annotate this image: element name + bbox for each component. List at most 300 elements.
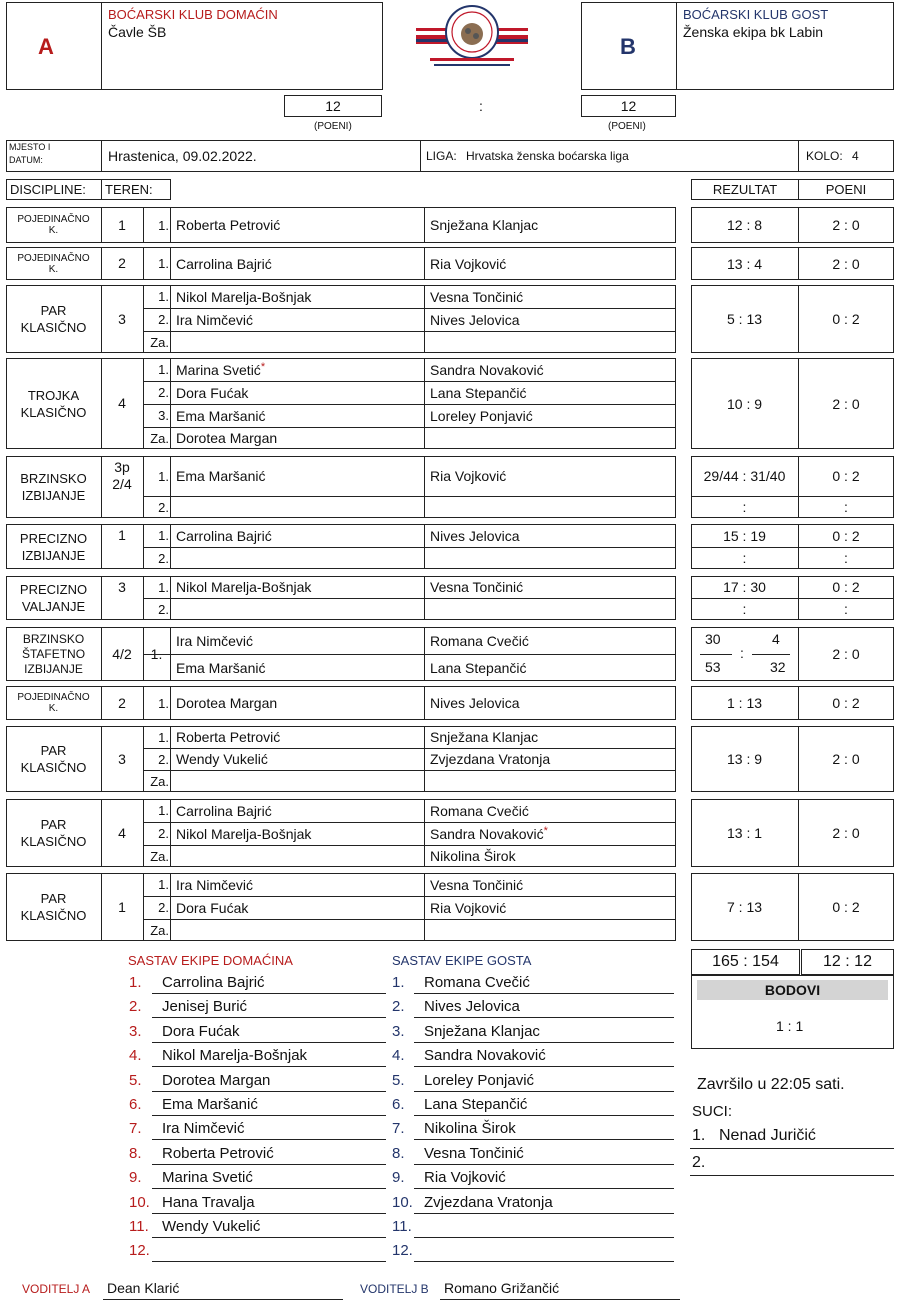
home-roster-line (152, 1115, 386, 1116)
home-roster-line (152, 1237, 386, 1238)
home-roster-number: 6. (129, 1096, 142, 1113)
guest-player (430, 822, 674, 845)
match-result-2: : (742, 601, 747, 617)
match-points-2: : (844, 499, 848, 515)
home-player (176, 822, 422, 845)
home-roster-line (152, 1139, 386, 1140)
row-number: 1. (158, 289, 169, 304)
place-label-2: DATUM: (9, 155, 43, 165)
guest-roster-number: 8. (392, 1144, 405, 1162)
discipline-line: ŠTAFETNO (21, 646, 86, 661)
terrain-value: 3 (118, 750, 126, 767)
home-roster-line (152, 1066, 386, 1067)
match-result: 12 : 8 (726, 217, 763, 233)
home-player-name: Carrolina Bajrić (176, 255, 272, 272)
match-points: 2 : 0 (832, 255, 860, 272)
team-a-club-label: BOĆARSKI KLUB DOMAĆIN (108, 7, 278, 22)
match-points: 0 : 2 (832, 695, 860, 711)
home-roster-line (152, 1017, 386, 1018)
guest-player-name: Nikolina Širok (430, 848, 516, 864)
discipline-line: VALJANJE (21, 599, 86, 614)
match-points: 0 : 2 (832, 311, 860, 327)
home-roster-number: 4. (129, 1047, 142, 1065)
home-roster-number: 3. (129, 1022, 142, 1040)
fraction-a-bottom: 53 (705, 659, 721, 675)
guest-player (430, 381, 674, 404)
guest-player (430, 845, 674, 867)
guest-player-name: Lana Stepančić (430, 384, 527, 401)
terrain-cell (101, 285, 143, 353)
home-roster-name: Nikol Marelja-Bošnjak (162, 1047, 308, 1065)
home-player-name: Carrolina Bajrić (176, 802, 272, 819)
disciplines-header: DISCIPLINE: (6, 179, 102, 200)
home-player (176, 331, 422, 353)
guest-roster-line (414, 1091, 674, 1092)
guest-player (430, 799, 674, 822)
team-b-points: 12 (581, 95, 676, 117)
team-b-points-label: (POENI) (608, 121, 646, 132)
guest-player (430, 496, 674, 518)
team-a-points-label: (POENI) (314, 121, 352, 132)
guest-roster-line (414, 1164, 674, 1165)
fraction-b-top: 4 (772, 631, 780, 647)
row-number: Za. (150, 773, 169, 789)
terrain-cell (101, 247, 143, 280)
home-player-name: Nikol Marelja-Bošnjak (176, 288, 312, 305)
home-player-name: Nikol Marelja-Bošnjak (176, 579, 312, 595)
guest-player-name: Sandra Novaković (430, 361, 544, 378)
home-roster-number: 5. (129, 1071, 142, 1089)
guest-player-name: Ria Vojković (430, 255, 507, 272)
row-number: 1. (158, 695, 169, 711)
home-roster-name: Wendy Vukelić (162, 1218, 261, 1235)
guest-player-name: Ria Vojković (430, 468, 507, 484)
guest-player-name: Vesna Tončinić (430, 579, 524, 595)
discipline-name (6, 247, 101, 280)
home-roster-number: 8. (129, 1144, 142, 1162)
home-player-name: Marina Svetić (176, 361, 261, 378)
match-result: 13 : 4 (726, 255, 763, 272)
match-result: 10 : 9 (726, 395, 763, 412)
match-points-2: : (844, 550, 848, 566)
terrain-value: 3 (118, 310, 126, 327)
home-player (176, 381, 422, 404)
guest-player (430, 654, 674, 681)
league-value: Hrvatska ženska boćarska liga (466, 149, 629, 163)
home-player-name: Dora Fućak (176, 384, 249, 401)
guest-roster-line (414, 1115, 674, 1116)
guest-roster-name: Vesna Tončinić (424, 1144, 524, 1162)
guest-roster-line (414, 1042, 674, 1043)
match-result-2: : (742, 550, 747, 566)
discipline-line: POJEDINAČNO (17, 214, 90, 225)
row-number: 1. (158, 579, 169, 595)
team-a-name: Čavle ŠB (108, 24, 167, 40)
home-roster-number: 2. (129, 998, 142, 1016)
terrain-cell (101, 524, 143, 547)
home-player (176, 404, 422, 427)
terrain-cell (101, 726, 143, 792)
guest-player (430, 247, 674, 280)
guest-player (430, 358, 674, 381)
guest-player-name: Lana Stepančić (430, 659, 527, 676)
home-player (176, 524, 422, 547)
match-result: 1 : 13 (726, 695, 763, 711)
home-player (176, 308, 422, 331)
guest-roster-line (414, 1017, 674, 1018)
row-number: 2. (158, 550, 169, 566)
discipline-name (6, 686, 101, 720)
judge-line (690, 1148, 894, 1149)
row-number: 2. (158, 900, 169, 915)
home-roster-line (152, 1164, 386, 1165)
discipline-line: KLASIČNO (20, 760, 87, 775)
row-number: Za. (150, 334, 169, 350)
guest-roster-line (414, 1237, 674, 1238)
discipline-name (6, 873, 101, 941)
home-player-name: Ema Maršanić (176, 468, 266, 484)
guest-player (430, 726, 674, 748)
guest-roster-title: SASTAV EKIPE GOSTA (392, 953, 532, 968)
judge-number: 1. (692, 1127, 706, 1144)
home-roster-name: Jenisej Burić (162, 998, 248, 1016)
row-number: 1. (158, 362, 169, 377)
home-player (176, 896, 422, 919)
discipline-name (6, 726, 101, 792)
guest-player-name: Snježana Klanjac (430, 217, 539, 233)
terrain-value-2: 2/4 (112, 476, 132, 492)
home-roster-name: Dorotea Margan (162, 1071, 271, 1089)
guest-player-name: Nives Jelovica (430, 527, 520, 544)
discipline-line: K. (48, 225, 59, 236)
place-label-1: MJESTO I (9, 142, 51, 152)
team-b-name: Ženska ekipa bk Labin (683, 24, 824, 40)
guest-roster-line (414, 1066, 674, 1067)
row-number: 2. (158, 751, 169, 767)
terrain-cell (101, 207, 143, 243)
home-player (176, 799, 422, 822)
guest-roster-line (414, 1213, 674, 1214)
match-points: 0 : 2 (832, 899, 860, 915)
match-points: 0 : 2 (832, 468, 860, 484)
guest-player-name: Zvjezdana Vratonja (430, 751, 551, 767)
home-player (176, 873, 422, 896)
home-roster-name: Ema Maršanić (162, 1096, 258, 1113)
leader-a-name: Dean Klarić (107, 1280, 180, 1296)
match-result: 15 : 19 (723, 527, 766, 544)
discipline-name (6, 627, 101, 681)
judge-name: Nenad Juričić (719, 1127, 816, 1144)
discipline-name (6, 576, 101, 620)
terrain-cell (101, 456, 143, 496)
guest-roster-name: Loreley Ponjavić (424, 1071, 535, 1089)
guest-roster-line (414, 1261, 674, 1262)
fraction-a-top: 30 (705, 631, 721, 647)
guest-player-name: Loreley Ponjavić (430, 407, 533, 424)
guest-player (430, 627, 674, 654)
discipline-line: PAR (40, 817, 67, 832)
home-roster-title: SASTAV EKIPE DOMAĆINA (128, 953, 293, 968)
terrain-cell (101, 358, 143, 449)
guest-player (430, 686, 674, 720)
home-player-name: Wendy Vukelić (176, 751, 268, 767)
home-roster-name: Ira Nimčević (162, 1120, 245, 1138)
terrain-cell (101, 799, 143, 867)
team-b-letter: B (620, 34, 636, 59)
home-player (176, 285, 422, 308)
row-number: 1. (158, 468, 169, 484)
judges-label: SUCI: (692, 1103, 733, 1120)
match-points: 0 : 2 (832, 579, 860, 595)
home-roster-line (152, 1213, 386, 1214)
match-result: 5 : 13 (726, 311, 763, 327)
home-player (176, 770, 422, 792)
row-number: Za. (150, 922, 169, 938)
home-player-name: Ira Nimčević (176, 311, 254, 328)
discipline-line: BRZINSKO (22, 631, 85, 646)
home-player (176, 919, 422, 941)
guest-roster-line (414, 1139, 674, 1140)
leader-a-label: VODITELJ A (22, 1282, 91, 1296)
terrain-value: 2 (118, 255, 126, 271)
home-roster-name: Roberta Petrović (162, 1144, 274, 1162)
terrain-cell (101, 686, 143, 720)
guest-player-name: Snježana Klanjac (430, 729, 539, 745)
home-player-name: Dora Fućak (176, 899, 249, 916)
result-header: REZULTAT (691, 179, 799, 200)
home-roster-name: Marina Svetić (162, 1169, 253, 1187)
home-player-name: Nikol Marelja-Bošnjak (176, 825, 312, 842)
guest-roster-number: 11. (392, 1218, 412, 1235)
terrain-value: 2 (118, 694, 126, 711)
total-result: 165 : 154 (691, 949, 800, 975)
home-player (176, 247, 422, 280)
guest-roster-line (414, 1188, 674, 1189)
home-roster-number: 7. (129, 1120, 142, 1138)
home-player (176, 207, 422, 243)
discipline-line: PAR (40, 303, 67, 318)
guest-player (430, 547, 674, 569)
match-result: 13 : 9 (726, 751, 763, 767)
discipline-line: PAR (40, 891, 67, 906)
team-b-club-label: BOĆARSKI KLUB GOST (683, 7, 829, 22)
leader-b-label: VODITELJ B (360, 1282, 429, 1296)
home-player (176, 598, 422, 620)
terrain-value: 3 (118, 578, 126, 595)
discipline-line: KLASIČNO (20, 320, 87, 335)
match-points: 2 : 0 (832, 751, 860, 767)
total-points: 12 : 12 (801, 949, 894, 975)
row-number: 1. (150, 646, 163, 662)
match-result: 17 : 30 (723, 579, 766, 595)
discipline-line: IZBIJANJE (24, 661, 83, 676)
guest-roster-number: 3. (392, 1022, 405, 1040)
home-roster-number: 11. (129, 1218, 149, 1235)
guest-roster-number: 2. (392, 998, 405, 1016)
guest-player-name: Ria Vojković (430, 899, 507, 916)
discipline-line: IZBIJANJE (21, 488, 86, 503)
home-player-name: Ema Maršanić (176, 407, 266, 424)
guest-player (430, 748, 674, 770)
guest-roster-number: 6. (392, 1096, 405, 1113)
terrain-cell (101, 576, 143, 598)
row-number: 1. (158, 256, 169, 271)
points-header: POENI (798, 179, 894, 200)
discipline-line: PRECIZNO (19, 582, 88, 597)
terrain-value: 1 (118, 898, 126, 915)
terrain-value: 1 (118, 216, 126, 233)
discipline-line: KLASIČNO (20, 834, 87, 849)
home-roster-line (152, 1188, 386, 1189)
guest-roster-name: Snježana Klanjac (424, 1022, 540, 1040)
guest-roster-name: Sandra Novaković (424, 1047, 546, 1065)
guest-player-name: Vesna Tončinić (430, 876, 524, 893)
home-player (176, 496, 422, 518)
guest-roster-number: 1. (392, 974, 405, 991)
home-roster-number: 12. (129, 1242, 150, 1260)
terrain-cell (101, 873, 143, 941)
home-roster-number: 10. (129, 1193, 150, 1211)
guest-roster-number: 5. (392, 1071, 405, 1089)
points-separator: : (479, 98, 483, 114)
judge-number: 2. (692, 1154, 706, 1171)
star-mark: * (260, 361, 266, 373)
row-number: 2. (158, 312, 169, 327)
row-number: 2. (158, 826, 169, 841)
discipline-line: K. (48, 703, 59, 714)
discipline-name (6, 524, 101, 569)
home-player (176, 456, 422, 496)
home-player (176, 358, 422, 381)
guest-player (430, 404, 674, 427)
guest-player (430, 576, 674, 598)
fraction-b-bottom: 32 (770, 659, 786, 675)
row-number: 1. (158, 729, 169, 745)
discipline-name (6, 207, 101, 243)
row-number: 1. (158, 803, 169, 818)
match-points: 2 : 0 (832, 395, 860, 412)
row-number: 2. (158, 499, 169, 515)
discipline-name (6, 285, 101, 353)
guest-player (430, 308, 674, 331)
guest-roster-name: Romana Cvečić (424, 974, 530, 991)
discipline-name (6, 456, 101, 518)
home-player-name: Ira Nimčević (176, 876, 254, 893)
row-number: 1. (158, 877, 169, 892)
row-number: 2. (158, 385, 169, 400)
place-value: Hrastenica, 09.02.2022. (108, 148, 257, 164)
team-a-points: 12 (284, 95, 382, 117)
row-number: 3. (158, 408, 169, 423)
guest-roster-name: Ria Vojković (424, 1169, 506, 1187)
bodovi-label: BODOVI (697, 980, 888, 1000)
match-result: 7 : 13 (726, 899, 763, 915)
terrain-value: 4 (118, 395, 126, 411)
terrain-value: 1 (118, 527, 126, 543)
discipline-line: POJEDINAČNO (17, 692, 90, 703)
home-player (176, 845, 422, 867)
guest-roster-number: 12. (392, 1242, 413, 1260)
match-result: 29/44 : 31/40 (703, 468, 786, 484)
star-mark: * (543, 825, 548, 837)
match-points: 2 : 0 (832, 825, 860, 841)
home-roster-line (152, 1261, 386, 1262)
match-points: 2 : 0 (832, 217, 860, 233)
home-player-name: Ema Maršanić (176, 659, 266, 676)
team-a-letter: A (38, 34, 54, 59)
guest-player-name: Nives Jelovica (430, 695, 520, 711)
guest-player (430, 285, 674, 308)
discipline-name (6, 799, 101, 867)
home-player-name: Dorotea Margan (176, 430, 278, 446)
discipline-line: KLASIČNO (20, 404, 87, 420)
judge-line (690, 1175, 894, 1176)
guest-roster-line (414, 993, 674, 994)
guest-player (430, 207, 674, 243)
terrain-value: 4 (118, 824, 126, 841)
home-player (176, 748, 422, 770)
terrain-cell (101, 627, 143, 681)
guest-roster-name: Nives Jelovica (424, 998, 520, 1016)
home-player-name: Roberta Petrović (176, 217, 281, 233)
finished-text: Završilo u 22:05 sati. (697, 1076, 845, 1093)
row-number: 1. (158, 217, 169, 233)
guest-roster-name: Lana Stepančić (424, 1096, 528, 1113)
home-player-name: Roberta Petrović (176, 729, 281, 745)
discipline-line: PRECIZNO (19, 530, 88, 546)
guest-player (430, 456, 674, 496)
guest-player-name: Vesna Tončinić (430, 288, 524, 305)
terrain-value: 3p (114, 459, 130, 475)
home-player (176, 427, 422, 449)
guest-roster-number: 7. (392, 1120, 405, 1138)
guest-roster-name: Zvjezdana Vratonja (424, 1193, 553, 1211)
guest-player-name: Romana Cvečić (430, 632, 529, 649)
round-value: 4 (852, 149, 859, 163)
guest-roster-name: Nikolina Širok (424, 1120, 516, 1138)
match-points: 2 : 0 (832, 646, 860, 662)
guest-player-name: Sandra Novaković (430, 825, 544, 842)
match-points-2: : (844, 601, 848, 617)
league-logo (412, 2, 532, 74)
home-player (176, 654, 422, 681)
home-player (176, 576, 422, 598)
match-result: 13 : 1 (726, 825, 763, 841)
match-points: 0 : 2 (832, 527, 860, 544)
round-label: KOLO: (806, 149, 843, 163)
discipline-line: POJEDINAČNO (17, 252, 90, 264)
home-roster-line (152, 1042, 386, 1043)
guest-roster-number: 4. (392, 1047, 405, 1065)
guest-player (430, 770, 674, 792)
discipline-line: PAR (40, 743, 67, 758)
row-number: 2. (158, 601, 169, 617)
guest-player (430, 919, 674, 941)
guest-player-name: Romana Cvečić (430, 802, 529, 819)
guest-player (430, 873, 674, 896)
home-roster-name: Hana Travalja (162, 1193, 255, 1211)
discipline-line: KLASIČNO (20, 908, 87, 923)
home-roster-name: Carrolina Bajrić (162, 974, 265, 991)
guest-player-name: Nives Jelovica (430, 311, 520, 328)
league-label: LIGA: (426, 149, 457, 163)
guest-roster-number: 9. (392, 1169, 405, 1187)
home-roster-number: 9. (129, 1169, 142, 1187)
discipline-name (6, 358, 101, 449)
row-number: Za. (150, 430, 169, 446)
home-player (176, 726, 422, 748)
guest-player (430, 524, 674, 547)
